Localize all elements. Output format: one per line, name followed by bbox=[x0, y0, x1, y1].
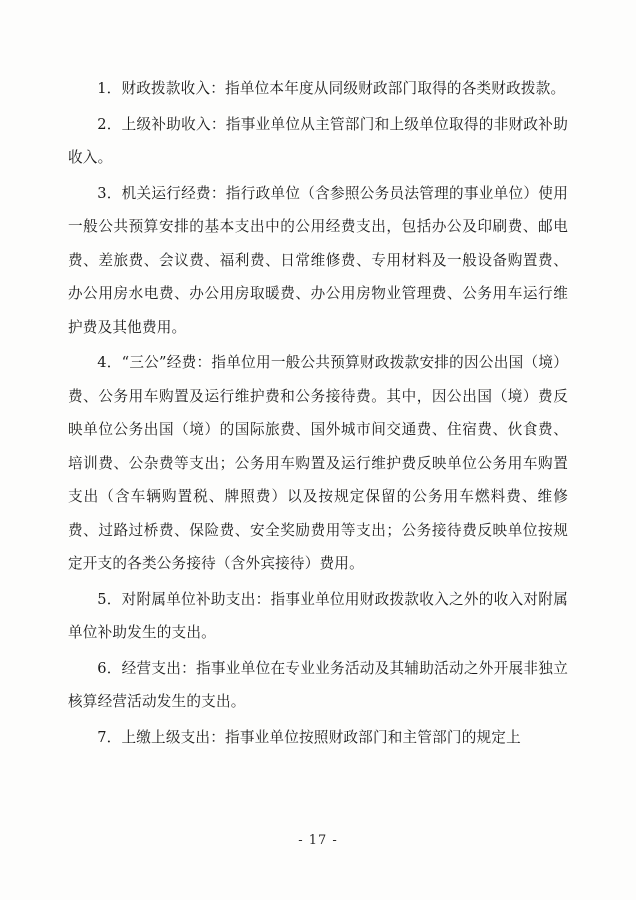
page-footer bbox=[0, 833, 636, 848]
document-body bbox=[68, 72, 568, 756]
paragraph-4: 4．“三公”经费：指单位用一般公共预算财政拨款安排的因公出国（境）费、公务用车购置及运行维护费和公务接待费。其中，因公出国（境）费反映单位公务出国（境）的国际旅费、国外城市间交通费、住宿费、伙食费、培训费、公杂费等支出；公务用车购置及运行维护费反映单位公务用车购置支出（含车辆购置税、牌照费）以及按规定保留的公务用车燃料费、维修费、过路过桥费、保险费、安全奖励费用等支出；公务接待费反映单位按规定开支的各类公务接待（含外宾接待）费用。 bbox=[68, 354, 568, 572]
paragraph-3: 3．机关运行经费：指行政单位（含参照公务员法管理的事业单位）使用一般公共预算安排的基本支出中的公用经费支出，包括办公及印刷费、邮电费、差旅费、会议费、福利费、日常维修费、专用材料及一般设备购置费、办公用房水电费、办公用房取暖费、办公用房物业管理费、公务用车运行维护费及其他费用。 bbox=[68, 184, 568, 336]
paragraph-1: 1．财政拨款收入：指单位本年度从同级财政部门取得的各类财政拨款。 bbox=[97, 80, 566, 97]
paragraph-7: 7．上缴上级支出：指事业单位按照财政部门和主管部门的规定上 bbox=[97, 728, 521, 746]
paragraph-5: 5．对附属单位补助支出：指事业单位用财政拨款收入之外的收入对附属单位补助发生的支出。 bbox=[68, 590, 568, 641]
page-number: - 17 - bbox=[298, 833, 338, 848]
paragraph-2: 2．上级补助收入：指事业单位从主管部门和上级单位取得的非财政补助收入。 bbox=[68, 115, 568, 166]
paragraph-6: 6．经营支出：指事业单位在专业业务活动及其辅助活动之外开展非独立核算经营活动发生的支出。 bbox=[68, 659, 568, 710]
